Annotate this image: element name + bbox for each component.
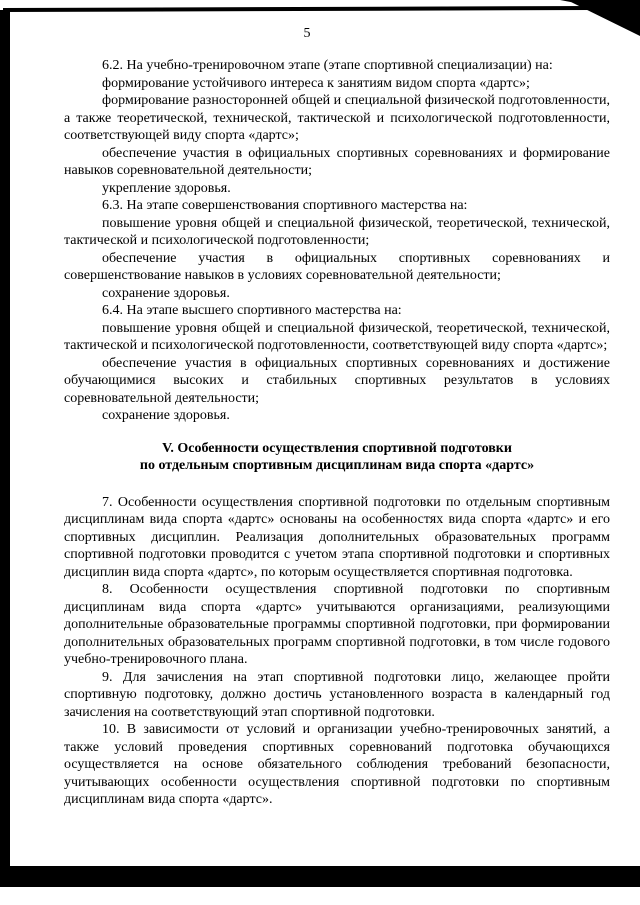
section-heading-line1: V. Особенности осуществления спортивной подготовки <box>162 440 512 456</box>
section-heading <box>64 440 610 475</box>
paragraph: обеспечение участия в официальных спортивных соревнованиях и формирование навыков соревновательной деятельности; <box>64 145 610 178</box>
paragraph: обеспечение участия в официальных спортивных соревнованиях и достижение обучающимися высоких и стабильных спортивных результатов в условиях соревновательной деятельности; <box>64 355 610 406</box>
scan-edge-bottom <box>0 866 640 887</box>
document-content <box>64 57 610 809</box>
paragraph: повышение уровня общей и специальной физической, теоретической, технической, тактической и психологической подготовленности, соответствующей виду спорта «дартс»; <box>64 320 610 353</box>
paragraph: 6.2. На учебно-тренировочном этапе (этапе спортивной специализации) на: <box>102 58 553 73</box>
paragraph: сохранение здоровья. <box>102 285 230 301</box>
paragraph: 6.4. На этапе высшего спортивного мастерства на: <box>102 303 402 318</box>
section-6 <box>64 57 610 425</box>
paragraph: 9. Для зачисления на этап спортивной подготовки лицо, желающее пройти спортивную подготовку, должно достичь установленного возраста в календарный год зачисления на соответствующий этап спортивной подготовки. <box>64 669 610 720</box>
paragraph: 6.3. На этапе совершенствования спортивного мастерства на: <box>102 198 468 213</box>
section-v-body <box>64 494 610 809</box>
section-heading-line2: по отдельным спортивным дисциплинам вида спорта «дартс» <box>139 458 535 473</box>
paragraph: обеспечение участия в официальных спортивных соревнованиях и совершенствование навыков в условиях соревновательной деятельности; <box>64 250 610 283</box>
paragraph: 7. Особенности осуществления спортивной подготовки по отдельным спортивным дисциплинам вида спорта «дартс» основаны на особенностях вида спорта «дартс» и его спортивных дисциплин. Реализация дополнительных образовательных программ спортивной подготовки проводится с учетом этапа спортивной подготовки и спортивных дисциплин вида спорта «дартс», по которым осуществляется спортивная подготовка. <box>64 494 610 580</box>
scan-edge-top <box>3 6 594 12</box>
paragraph: 8. Особенности осуществления спортивной подготовки по спортивным дисциплинам вида спорта «дартс» учитываются организациями, реализующими дополнительные образовательные программы спортивной подготовки, при формировании дополнительных образовательных программ спортивной подготовки, в том числе годового учебно-тренировочного плана. <box>64 582 610 667</box>
paragraph: формирование разносторонней общей и специальной физической подготовленности, а также теоретической, технической, тактической и психологической подготовленности, соответствующей виду спорта «дартс»; <box>64 93 610 143</box>
paragraph: формирование устойчивого интереса к занятиям видом спорта «дартс»; <box>102 75 530 91</box>
paragraph: укрепление здоровья. <box>102 180 231 196</box>
page-number: 5 <box>303 26 311 41</box>
paragraph: повышение уровня общей и специальной физической, теоретической, технической, тактической и психологической подготовленности; <box>64 215 610 248</box>
scan-edge-left <box>0 10 10 870</box>
paragraph: 10. В зависимости от условий и организации учебно-тренировочных занятий, а также условий проведения спортивных соревнований подготовка обучающихся осуществляется на основе обязательного соблюдения требований безопасности, учитывающих особенности осуществления спортивной подготовки по спортивным дисциплинам вида спорта «дартс». <box>64 722 610 807</box>
paragraph: сохранение здоровья. <box>102 408 230 423</box>
